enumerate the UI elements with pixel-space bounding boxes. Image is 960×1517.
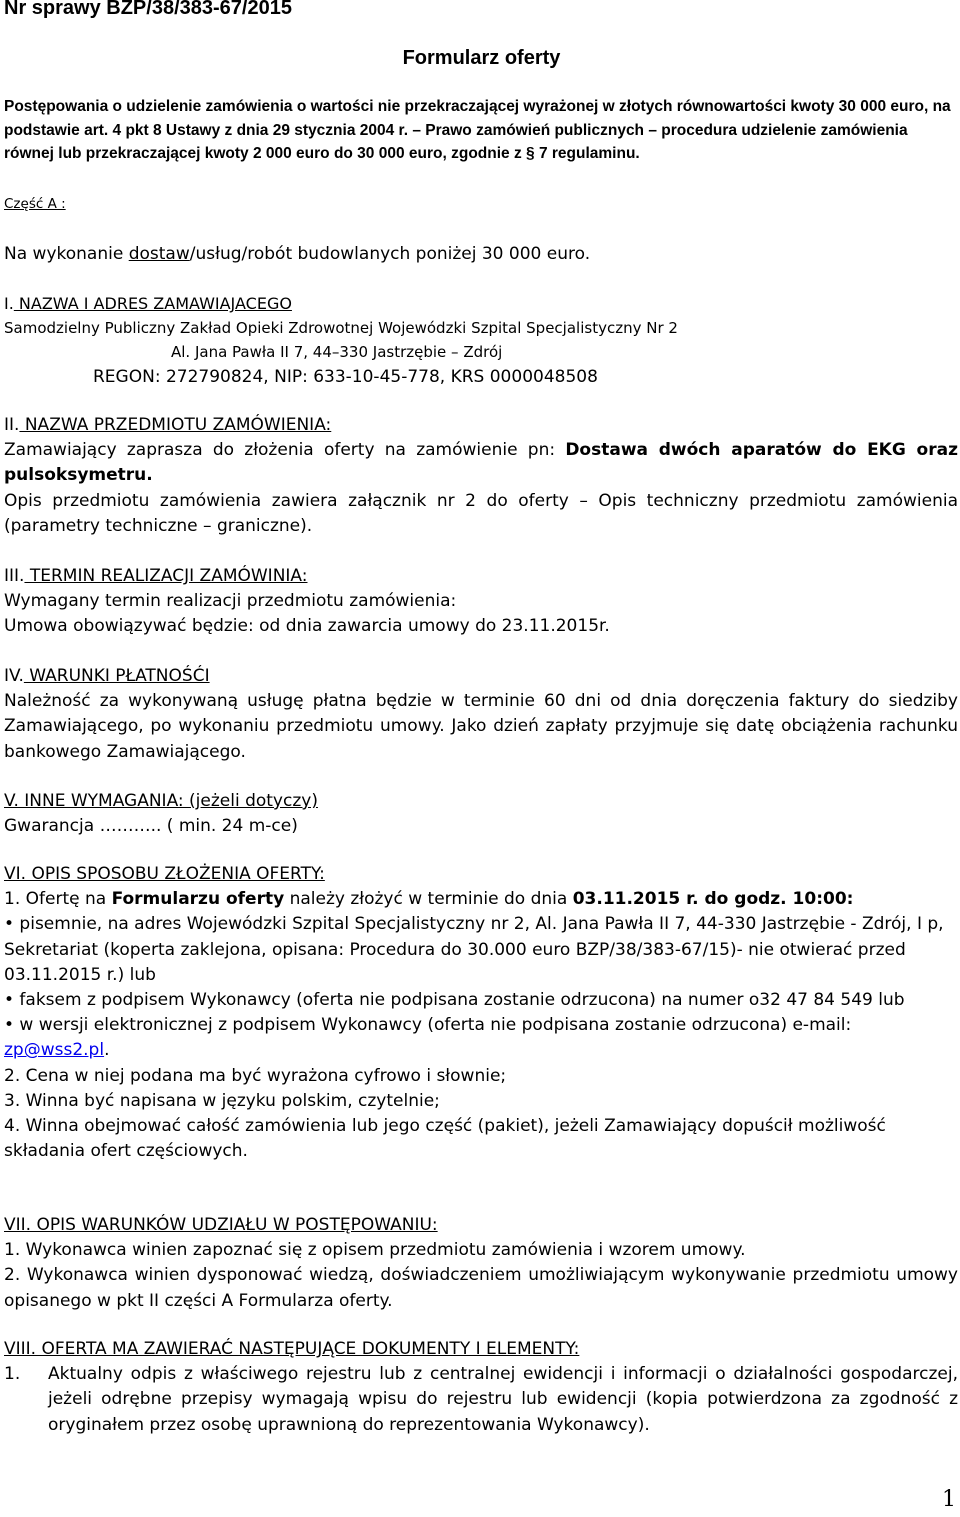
order-subject: Dostawa dwóch aparatów do EKG oraz pulsoksymetru. <box>4 440 958 486</box>
page-number: 1 <box>942 1487 956 1512</box>
subject-post: /usług/robót budowlanych poniżej 30 000 euro. <box>189 244 591 264</box>
section-7-line1: 1. Wykonawca winien zapoznać się z opisem przedmiotu zamówienia i wzorem umowy. <box>4 1240 746 1261</box>
section-6-line3: 3. Winna być napisana w języku polskim, czytelnie; <box>4 1090 440 1111</box>
section-8-item-1-num: 1. <box>4 1364 21 1385</box>
ordering-party-ids: REGON: 272790824, NIP: 633-10-45-778, KRS 0000048508 <box>93 367 598 387</box>
section-1-heading <box>4 292 958 316</box>
email-link[interactable]: zp@wss2.pl <box>4 1040 105 1061</box>
warranty-line: Gwarancja ……….. ( min. 24 m-ce) <box>4 816 298 837</box>
section-1 <box>4 292 958 389</box>
submission-method-fax: • faksem z podpisem Wykonawcy (oferta nie podpisana zostanie odrzucona) na numer o32 47 84 549 lub <box>4 990 905 1011</box>
deadline: 03.11.2015 r. do godz. 10:00: <box>572 889 854 910</box>
section-7-heading: VII. OPIS WARUNKÓW UDZIAŁU W POSTĘPOWANIU: <box>4 1215 438 1235</box>
section-4-title: WARUNKI PŁATNOŚĆI <box>23 666 210 686</box>
ordering-party-name: Samodzielny Publiczny Zakład Opieki Zdrowotnej Wojewódzki Szpital Specjalistyczny Nr 2 <box>4 319 678 337</box>
section-3-title: TERMIN REALIZACJI ZAMÓWINIA: <box>24 566 308 586</box>
section-3-line2: Umowa obowiązywać będzie: od dnia zawarcia umowy do 23.11.2015r. <box>4 616 610 637</box>
section-7-line2: 2. Wykonawca winien dysponować wiedzą, doświadczeniem umożliwiającym wykonywanie przedmiotu umowy opisanego w pkt II części A Formularza oferty. <box>4 1265 958 1311</box>
subject-dostaw: dostaw <box>128 244 190 264</box>
section-6-l1a: 1. Ofertę na <box>4 889 112 910</box>
email-text: • w wersji elektronicznej z podpisem Wykonawcy (oferta nie podpisana zostanie odrzucona) e-mail: <box>4 1015 852 1036</box>
section-8-item-1 <box>4 1362 958 1438</box>
section-4-text: Należność za wykonywaną usługę płatna będzie w terminie 60 dni od dnia doręczenia faktury do siedziby Zamawiającego, po wykonaniu przedmiotu umowy. Jako dzień zapłaty przyjmuje się datę obciążenia rachunku bankowego Zamawiającego. <box>4 691 958 762</box>
section-2-p1 <box>4 438 958 488</box>
submission-method-email <box>4 1013 958 1063</box>
section-3-line1: Wymagany termin realizacji przedmiotu zamówienia: <box>4 591 457 612</box>
section-6 <box>4 862 958 1164</box>
section-5-heading: V. INNE WYMAGANIA: (jeżeli dotyczy) <box>4 791 318 811</box>
section-6-line2: 2. Cena w niej podana ma być wyrażona cyfrowo i słownie; <box>4 1065 507 1086</box>
section-1-num: I. <box>4 294 14 313</box>
section-4-num: IV. <box>4 666 24 686</box>
section-2-num: II. <box>4 415 20 435</box>
section-4-heading <box>4 664 958 689</box>
section-2-p2: Opis przedmiotu zamówienia zawiera załącznik nr 2 do oferty – Opis techniczny przedmiotu zamówienia (parametry techniczne – graniczne). <box>4 490 958 536</box>
case-number: Nr sprawy BZP/38/383-67/2015 <box>4 0 292 19</box>
section-5 <box>4 789 958 839</box>
part-a-label: Część A : <box>4 196 66 212</box>
intro-paragraph: Postępowania o udzielenie zamówienia o wartości nie przekraczającej wyrażonej w złotych równowartości kwoty 30 000 euro, na podstawie art. 4 pkt 8 Ustawy z dnia 29 stycznia 2004 r. – Prawo zamówień publicznych – procedura udzielenie zamówienia równej lub przekraczającej kwoty 2 000 euro do 30 000 euro, zgodnie z § 7 regulaminu. <box>4 98 951 162</box>
section-6-line4: 4. Winna obejmować całość zamówienia lub jego część (pakiet), jeżeli Zamawiający dopuścił możliwość składania ofert częściowych. <box>4 1116 886 1162</box>
submission-method-paper: • pisemnie, na adres Wojewódzki Szpital Specjalistyczny nr 2, Al. Jana Pawła II 7, 44-330 Jastrzębie - Zdrój, I p, Sekretariat (koperta zaklejona, opisana: Procedura do 30.000 euro BZP/38/383-67/15)- nie otwierać przed 03.11.2015 r.) lub <box>4 914 944 985</box>
section-3-num: III. <box>4 566 25 586</box>
section-2-p1-text: Zamawiający zaprasza do złożenia oferty na zamówienie pn: <box>4 440 566 461</box>
section-2-title: NAZWA PRZEDMIOTU ZAMÓWIENIA: <box>19 415 332 435</box>
section-4 <box>4 664 958 765</box>
section-3 <box>4 564 958 640</box>
email-post: . <box>104 1040 110 1061</box>
subject-line <box>4 242 958 267</box>
section-3-heading <box>4 564 958 589</box>
section-2 <box>4 413 958 539</box>
section-6-l1b: Formularzu oferty <box>111 889 285 910</box>
section-6-l1c: należy złożyć w terminie do dnia <box>284 889 573 910</box>
section-8 <box>4 1337 958 1438</box>
section-7 <box>4 1213 958 1314</box>
subject-pre: Na wykonanie <box>4 244 129 264</box>
section-8-heading: VIII. OFERTA MA ZAWIERAĆ NASTĘPUJĄCE DOKUMENTY I ELEMENTY: <box>4 1339 580 1359</box>
page-title: Formularz oferty <box>402 47 561 69</box>
section-2-heading <box>4 413 958 438</box>
section-1-title: NAZWA I ADRES ZAMAWIAJACEGO <box>13 294 292 313</box>
section-6-line1 <box>4 887 958 912</box>
ordering-party-address: Al. Jana Pawła II 7, 44–330 Jastrzębie – Zdrój <box>171 343 503 361</box>
section-6-heading: VI. OPIS SPOSOBU ZŁOŻENIA OFERTY: <box>4 864 325 884</box>
section-8-item-1-text: Aktualny odpis z właściwego rejestru lub z centralnej ewidencji i informacji o działalności gospodarczej, jeżeli odrębne przepisy wymagają wpisu do rejestru lub ewidencji (kopia potwierdzona za zgodność z oryginałem przez osobę uprawnioną do reprezentowania Wykonawcy). <box>48 1364 958 1435</box>
